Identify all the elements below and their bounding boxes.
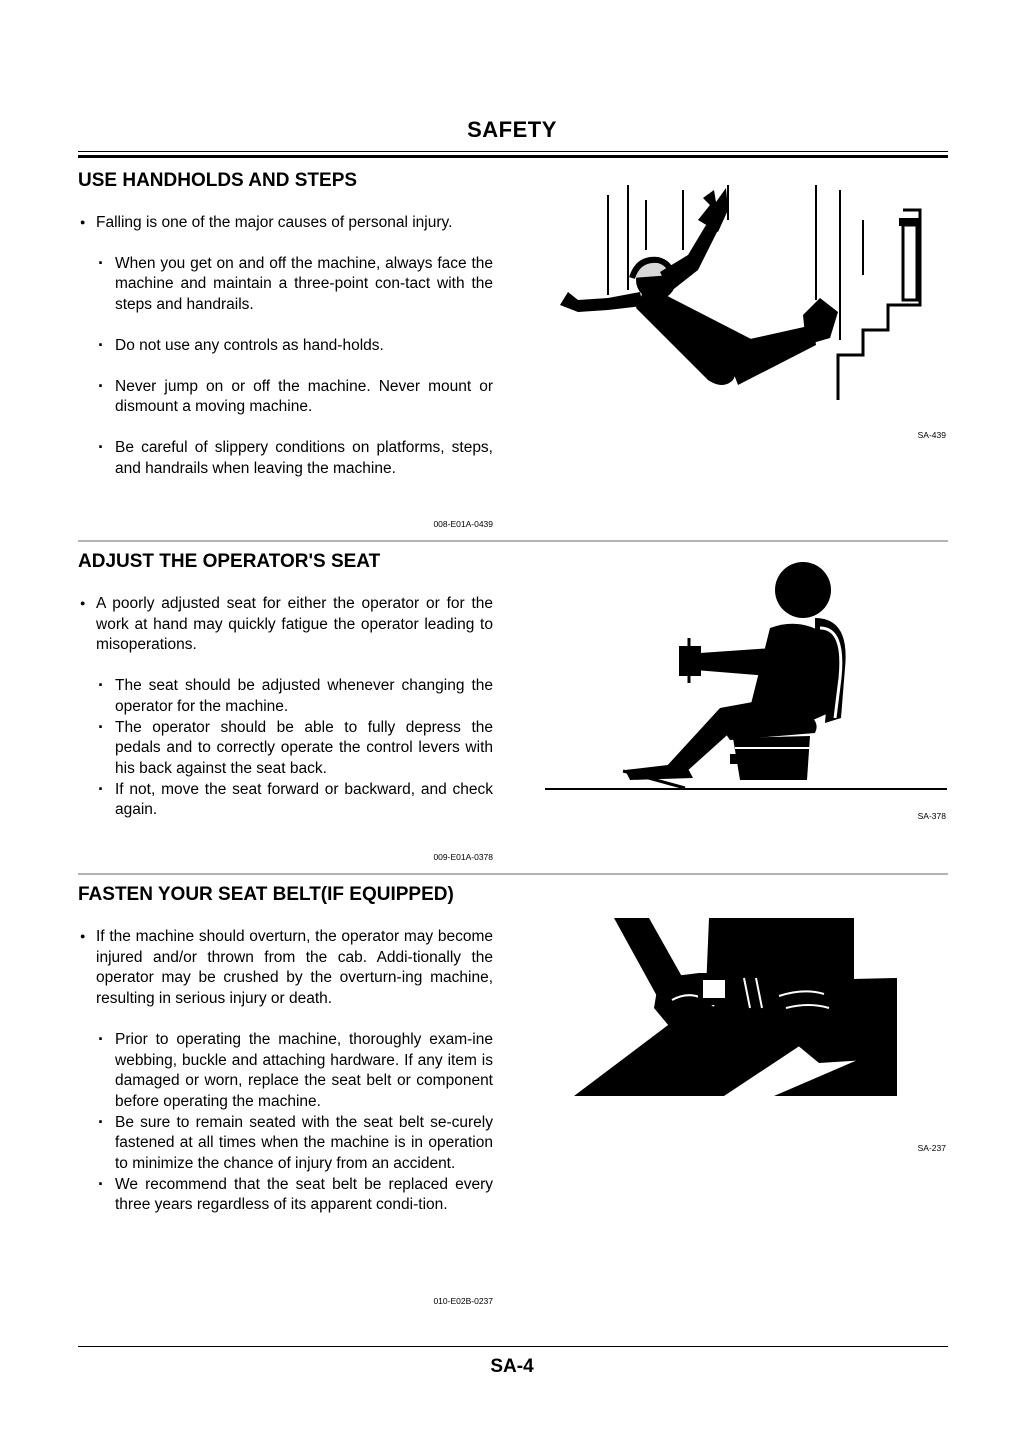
section-body-seatbelt (78, 927, 493, 1216)
page-number: SA-4 (490, 1356, 534, 1377)
seat-belt-buckle-icon (574, 918, 897, 1096)
page-title: SAFETY (467, 117, 557, 142)
list-item: · Be sure to remain seated with the seat belt se-curely fastened at all times when the machine is in operation to minimize the chance of injury from an accident. (78, 1113, 493, 1175)
figure-code: SA-378 (917, 811, 946, 821)
list-item: · Be careful of slippery conditions on platforms, steps, and handrails when leaving the machine. (78, 438, 493, 479)
reference-code: 008-E01A-0439 (433, 519, 493, 529)
list-item: · Never jump on or off the machine. Never mount or dismount a moving machine. (78, 377, 493, 418)
bullet-text: ● Falling is one of the major causes of personal injury. (78, 213, 493, 234)
figure-code: SA-237 (917, 1143, 946, 1153)
falling-person-icon (548, 180, 948, 410)
reference-code: 009-E01A-0378 (433, 852, 493, 862)
bullet-text: ● A poorly adjusted seat for either the operator or for the work at hand may quickly fatigue the operator leading to misoperations. (78, 594, 493, 656)
header-rule-thick (78, 155, 948, 158)
list-item: · If not, move the seat forward or backward, and check again. (78, 780, 493, 821)
reference-code: 010-E02B-0237 (433, 1296, 493, 1306)
footer-rule (78, 1346, 948, 1347)
list-item: · When you get on and off the machine, always face the machine and maintain a three-point con-tact with the steps and handrails. (78, 254, 493, 316)
section-heading-handholds: USE HANDHOLDS AND STEPS (78, 170, 358, 191)
section-heading-seat: ADJUST THE OPERATOR'S SEAT (78, 551, 381, 572)
list-item: · We recommend that the seat belt be replaced every three years regardless of its apparent condi-tion. (78, 1175, 493, 1216)
header-rule-thin (78, 151, 948, 152)
list-item: · The seat should be adjusted whenever changing the operator for the machine. (78, 676, 493, 717)
section-divider (78, 540, 948, 542)
list-item: · The operator should be able to fully depress the pedals and to correctly operate the control levers with his back against the seat back. (78, 718, 493, 780)
section-body-handholds (78, 213, 493, 479)
section-divider (78, 873, 948, 875)
seated-operator-icon (545, 558, 947, 798)
list-item: · Do not use any controls as hand-holds. (78, 336, 493, 357)
section-body-seat (78, 594, 493, 821)
section-heading-seatbelt: FASTEN YOUR SEAT BELT(IF EQUIPPED) (78, 884, 454, 905)
bullet-text: ● If the machine should overturn, the operator may become injured and/or thrown from the cab. Addi-tionally the operator may be crushed by the overturn-ing machine, resulting in serious injury or death. (78, 927, 493, 1010)
figure-code: SA-439 (917, 430, 946, 440)
list-item: · Prior to operating the machine, thoroughly exam-ine webbing, buckle and attaching hardware. If any item is damaged or worn, replace the seat belt or component before operating the machine. (78, 1030, 493, 1113)
